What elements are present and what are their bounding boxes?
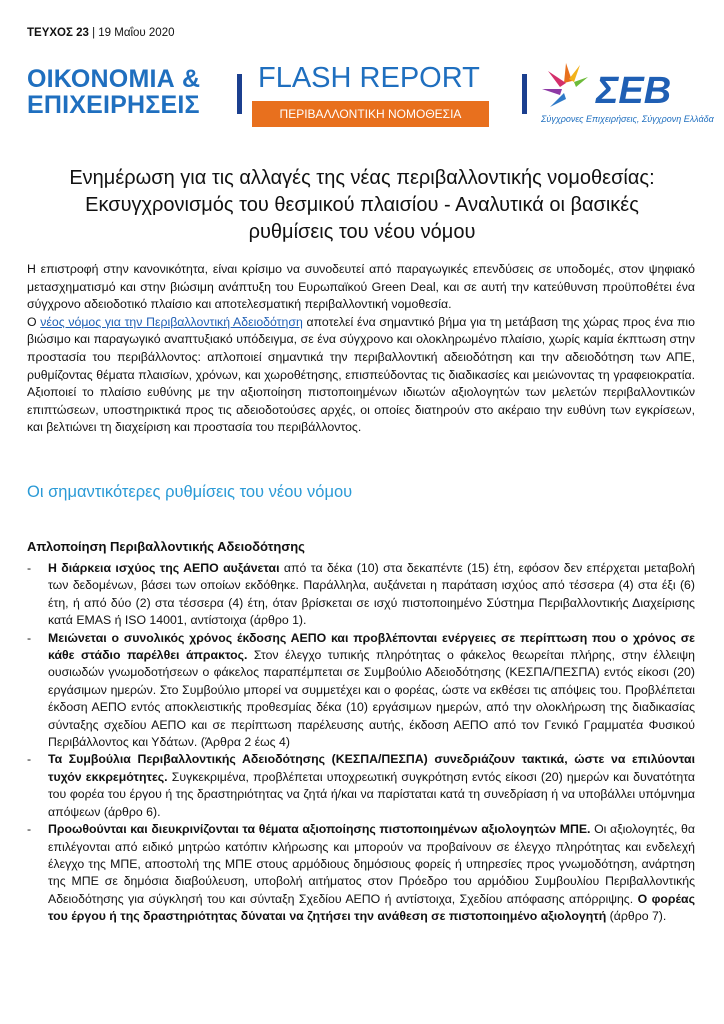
item-text: Οι αξιολογητές, θα επιλέγονται από ειδικό μητρώο κατόπιν κλήρωσης και μπορούν να προβαίνουν σε έλεγχο πληρότητας και ενδελεχή έλεγχο της ΜΠΕ, αποστολή της ΜΠΕ στους αρμόδιους δημόσιους φορείς ή υπηρεσίες προς γνωμοδότηση, ανάρτηση της ΜΠΕ σε δημόσια διαβούλευση, υποβολή αιτήματος στον Πρόεδρο του αρμόδιου Συμβουλίου Περιβαλλοντικής Αδειοδότησης για σύγκλησή του και σύνταξη Σχεδίου ΑΕΠΟ ή αντίστοιχα, Σχεδίου απόφασης απόρριψης. (48, 822, 695, 906)
item-bold: Μειώνεται ο συνολικός χρόνος έκδοσης ΑΕΠΟ και προβλέπονται ενέργειες σε περίπτωση που ο χρόνος σε κάθε στάδιο παρέλθει άπρακτος. (48, 630, 695, 663)
brand-line-1: ΟΙΚΟΝΟΜΙΑ & (27, 65, 201, 93)
seb-logo-text: ΣΕΒ (596, 70, 672, 112)
issue-date: | 19 Μαΐου 2020 (88, 27, 175, 39)
brand-line-2: ΕΠΙΧΕΙΡΗΣΕΙΣ (27, 91, 200, 119)
item-bold: Προωθούνται και διευκρινίζονται τα θέματα αξιοποίησης πιστοποιημένων αξιολογητών ΜΠΕ. (48, 822, 591, 837)
flash-report-title: FLASH REPORT (258, 62, 480, 94)
list-item (27, 751, 695, 821)
issue-number: ΤΕΥΧΟΣ 23 (27, 27, 89, 39)
item-text: από τα δέκα (10) στα δεκαπέντε (15) έτη, εφόσον δεν επέρχεται μεταβολή των δεδομένων, βάσει των οποίων εκδόθηκε. Παράλληλα, αυξάνεται η παράταση ισχύος από τέσσερα (4) στα έξι (6) έτη, ή από δύο (2) στα τέσσερα (4) έτη, όταν βρίσκεται σε ισχύ πιστοποιημένο Σύστημα Περιβαλλοντικής Διαχείρισης κατά EMAS ή ISO 14001, αντίστοιχα (άρθρο 1). (48, 561, 695, 628)
intro-paragraph-2 (27, 314, 695, 437)
issue-line (27, 27, 175, 39)
law-link[interactable]: νέος νόμος για την Περιβαλλοντική Αδειοδότηση (40, 314, 303, 329)
document-title: Ενημέρωση για τις αλλαγές της νέας περιβαλλοντικής νομοθεσίας: Εκσυγχρονισμός του θεσμικού πλαισίου - Αναλυτικά οι βασικές ρυθμίσεις του νέου νόμου (69, 167, 655, 243)
list-item (27, 821, 695, 925)
brand-title (27, 66, 200, 118)
item-text: Στον έλεγχο τυπικής πληρότητας ο φάκελος θεωρείται πλήρης, στην έλλειψη ουσιωδών γνωμοδοτήσεων ο φάκελος παραπέμπεται σε Συμβούλιο Αδειοδότησης (ΚΕΣΠΑ/ΠΕΣΠΑ) εντός είκοσι (20) εργάσιμων ημερών. Στο Συμβούλιο μπορεί να συμμετέχει και ο φορέας, ώστε να εκθέσει τις απόψεις του. Προβλέπεται έκδοση ΑΕΠΟ εντός αποκλειστικής προθεσμίας δέκα (10) εργάσιμων ημερών, από την ολοκλήρωση της διαδικασίας σύνταξης σχεδίου ΑΕΠΟ και σε περίπτωση παρέλευσης αυτής, έκδοση ΑΕΠΟ από τον Γενικό Γραμματέα Φυσικού Περιβάλλοντος και Υδάτων. (Άρθρα 2 έως 4) (48, 648, 695, 750)
flash-report-subtitle: ΠΕΡΙΒΑΛΛΟΝΤΙΚΗ ΝΟΜΟΘΕΣΙΑ (252, 101, 489, 127)
intro-text (27, 261, 695, 437)
dash-bullet: - (27, 822, 32, 837)
provisions-list (27, 560, 695, 926)
item-bold: Η διάρκεια ισχύος της ΑΕΠΟ αυξάνεται (48, 561, 280, 575)
dash-bullet: - (27, 561, 32, 575)
divider-right (522, 74, 527, 114)
intro-paragraph-1: Η επιστροφή στην κανονικότητα, είναι κρίσιμο να συνοδευτεί από παραγωγικές επενδύσεις σε υποδομές, στον ψηφιακό μετασχηματισμό και στην βιώσιμη ανάπτυξη του Ευρωπαϊκού Green Deal, και σε αυτή την κατεύθυνση προϋποθέτει ένα σύγχρονο αδειοδοτικό πλαίσιο και αποτελεσματική περιβαλλοντική νομοθεσία. (27, 262, 695, 312)
intro-p2-prefix: Ο (27, 314, 41, 329)
subsection-title: Απλοποίηση Περιβαλλοντικής Αδειοδότησης (27, 539, 305, 554)
dash-bullet: - (27, 630, 32, 645)
item-bold-2: Ο φορέας του έργου ή της δραστηριότητας δύναται να ζητήσει την ανάθεση σε πιστοποιημένο αξιολογητή (48, 891, 695, 924)
item-text: Συγκεκριμένα, προβλέπεται υποχρεωτική συγκρότηση εντός είκοσι (20) ημερών και δυνατότητα του φορέα του έργου ή της δραστηριότητας να ζητά ή/και να παρίσταται κατά τη συνεδρίαση ή να υποβάλλει υπόμνημα απόψεων (άρθρο 6). (48, 769, 695, 819)
list-item (27, 630, 695, 752)
item-bold: Τα Συμβούλια Περιβαλλοντικής Αδειοδότησης (ΚΕΣΠΑ/ΠΕΣΠΑ) συνεδριάζουν τακτικά, ώστε να επιλύονται τυχόν εκκρεμότητες. (48, 752, 695, 784)
section-title: Οι σημαντικότερες ρυθμίσεις του νέου νόμου (27, 483, 353, 501)
item-text-2: (άρθρο 7). (606, 909, 667, 924)
dash-bullet: - (27, 752, 32, 767)
list-item (27, 560, 695, 630)
intro-p2-rest: αποτελεί ένα σημαντικό βήμα για τη μετάβαση της χώρας προς ένα πιο βιώσιμο και παραγωγικό αναπτυξιακό υπόδειγμα, σε ένα σύγχρονο και ολοκληρωμένο πλαίσιο, χωρίς καμία έκπτωση στην προστασία του περιβάλλοντος: απλοποιεί σημαντικά την περιβαλλοντική αδειοδότηση και την αδειοδότηση των ΑΠΕ, ρυθμίζοντας θέματα πλαισίων, χρόνων, και χωροθέτησης, επισπεύδοντας τις διαδικασίες και μειώνοντας τη γραφειοκρατία. Αξιοποιεί το πλαίσιο ευθύνης με την αξιοποίηση πιστοποιημένων ιδιωτών αξιολογητών των μελετών περιβαλλοντικών επιπτώσεων, υποστηρικτικά προς τις αδειοδοτούσες αρχές, οι οποίες διατηρούν στο ακέραιο την ευθύνη των εγκρίσεων, και βελτιώνει τη διαχείριση και προστασία του περιβάλλοντος. (27, 314, 695, 435)
seb-tagline: Σύγχρονες Επιχειρήσεις, Σύγχρονη Ελλάδα (541, 114, 714, 124)
divider-left (237, 74, 242, 114)
seb-logo-mark-icon (542, 63, 588, 107)
